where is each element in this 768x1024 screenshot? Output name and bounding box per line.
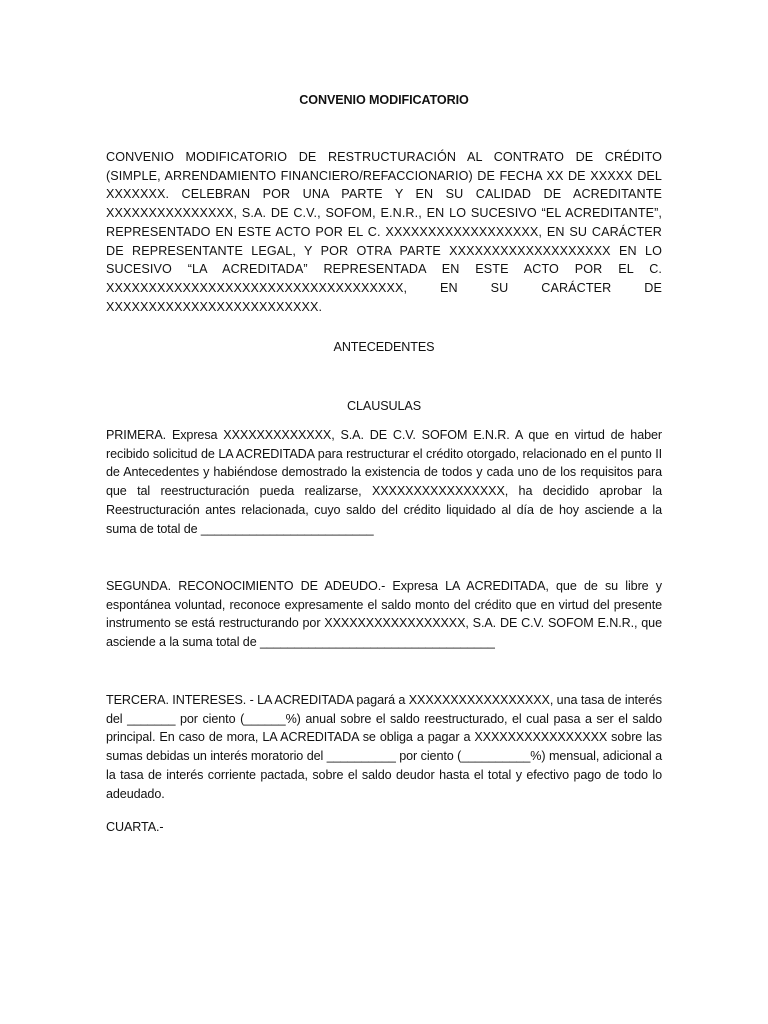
clause-tercera: TERCERA. INTERESES. - LA ACREDITADA pagará a XXXXXXXXXXXXXXXXX, una tasa de interés del _______ por ciento (______%) anual sobre el saldo reestructurado, el cual pasa a ser el saldo principal. En caso de mora, LA ACREDITADA se obliga a pagar a XXXXXXXXXXXXXXXX sobre las sumas debidas un interés moratorio del __________ por ciento (__________%) mensual, adicional a la tasa de interés corriente pactada, sobre el saldo deudor hasta el total y efectivo pago de todo lo adeudado. [106,693,662,801]
clausulas-heading: CLAUSULAS [347,399,421,413]
antecedentes-heading: ANTECEDENTES [333,340,435,354]
clause-primera: PRIMERA. Expresa XXXXXXXXXXXXX, S.A. DE C.V. SOFOM E.N.R. A que en virtud de haber recibido solicitud de LA ACREDITADA para restructurar el crédito otorgado, relacionado en el punto II de Antecedentes y habiéndose demostrado la existencia de todos y cada uno de los requisitos para que tal reestructuración pueda realizarse, XXXXXXXXXXXXXXXX, ha decidido aprobar la Reestructuración antes relacionada, cuyo saldo del crédito liquidado al día de hoy asciende a la suma de total de _________________________ [106,428,662,536]
document-title: CONVENIO MODIFICATORIO [299,93,469,107]
clause-segunda: SEGUNDA. RECONOCIMIENTO DE ADEUDO.- Expresa LA ACREDITADA, que de su libre y espontánea voluntad, reconoce expresamente el saldo monto del crédito que en virtud del presente instrumento se está restructurando por XXXXXXXXXXXXXXXXX, S.A. DE C.V. SOFOM E.N.R., que asciende a la suma total de __________________________________ [106,579,662,650]
intro-paragraph: CONVENIO MODIFICATORIO DE RESTRUCTURACIÓN AL CONTRATO DE CRÉDITO (SIMPLE, ARRENDAMIENTO FINANCIERO/REFACCIONARIO) DE FECHA XX DE XXXXX DEL XXXXXXX. CELEBRAN POR UNA PARTE Y EN SU CALIDAD DE ACREDITANTE XXXXXXXXXXXXXXX, S.A. DE C.V., SOFOM, E.N.R., EN LO SUCESIVO “EL ACREDITANTE”, REPRESENTADO EN ESTE ACTO POR EL C. XXXXXXXXXXXXXXXXXX, EN SU CARÁCTER DE REPRESENTANTE LEGAL, Y POR OTRA PARTE XXXXXXXXXXXXXXXXXXX EN LO SUCESIVO “LA ACREDITADA” REPRESENTADA EN ESTE ACTO POR EL C. XXXXXXXXXXXXXXXXXXXXXXXXXXXXXXXXXXX, EN SU CARÁCTER DE XXXXXXXXXXXXXXXXXXXXXXXXX. [106,150,662,314]
clause-cuarta: CUARTA.- [106,820,164,834]
